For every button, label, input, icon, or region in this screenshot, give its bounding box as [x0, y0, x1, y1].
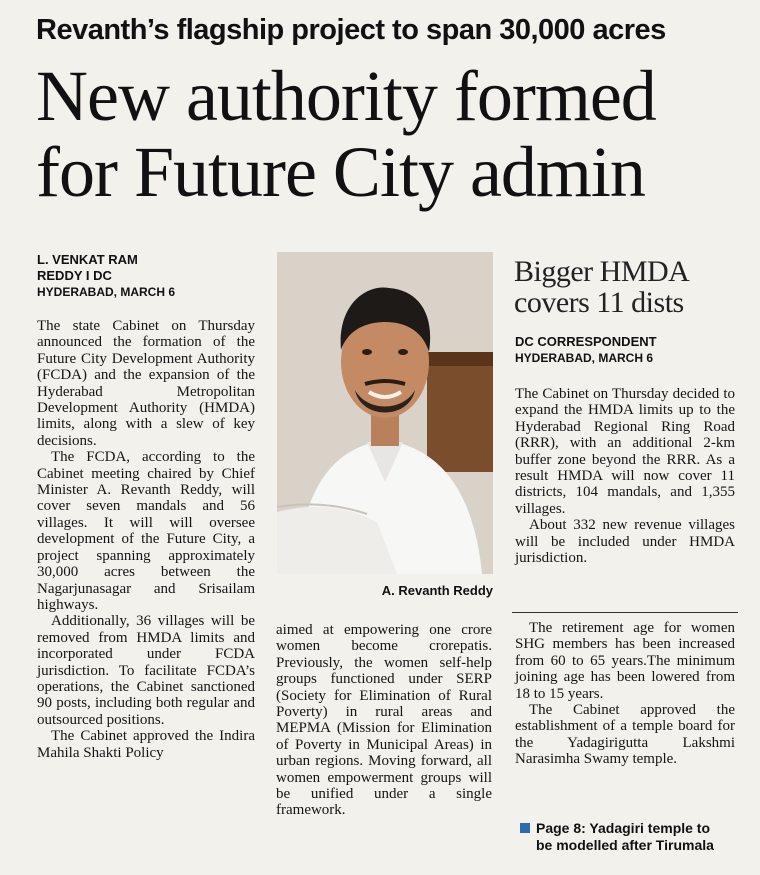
sidebar-byline — [515, 334, 739, 366]
main-story-column-3 — [515, 620, 735, 768]
sidebar-byline-place: HYDERABAD, MARCH 6 — [515, 351, 654, 365]
byline-place: HYDERABAD, MARCH 6 — [37, 285, 176, 299]
headline-line-1: New authority formed — [36, 56, 656, 136]
sidebar-headline-line-1: Bigger HMDA — [514, 255, 690, 288]
promo-line-2: be modelled after Tirumala — [536, 837, 714, 853]
story-paragraph: The FCDA, according to the Cabinet meeting chaired by Chief Minister A. Revanth Reddy, will cover seven mandals and 56 villages. It will will oversee development of the Future City, a project spanning approximately 30,000 acres between the Nagarjunasagar and Srisailam highways. — [37, 449, 255, 613]
portrait-illustration — [277, 252, 493, 574]
sidebar-headline-line-2: covers 11 dists — [514, 286, 684, 319]
main-story-column-2 — [276, 622, 492, 819]
promo-line-1 — [520, 820, 740, 837]
sidebar-paragraph: About 332 new revenue villages will be included under HMDA jurisdiction. — [515, 517, 735, 567]
story-paragraph: The retirement age for women SHG members has been increased from 60 to 65 years.The minimum joining age has been lowered from 18 to 15 years. — [515, 620, 735, 702]
sidebar-paragraph: The Cabinet on Thursday decided to expand the HMDA limits up to the Hyderabad Regional Ring Road (RRR), with an additional 2-km buffer zone beyond the RRR. As a result HMDA will now cover 11 districts, 104 mandals, and 1,355 villages. — [515, 386, 735, 517]
section-divider — [512, 612, 738, 613]
sidebar-story — [515, 386, 735, 566]
story-paragraph: Additionally, 36 villages will be removed from HMDA limits and incorporated under FCDA jurisdiction. To facilitate FCDA’s operations, the Cabinet sanctioned 90 posts, including both regular and outsourced positions. — [37, 613, 255, 728]
sidebar-headline — [514, 256, 738, 318]
kicker-headline: Revanth’s flagship project to span 30,000 acres — [36, 14, 666, 46]
square-bullet-icon — [520, 823, 530, 833]
sidebar-byline-author: DC CORRESPONDENT — [515, 334, 657, 349]
portrait-photo — [277, 252, 493, 574]
photo-caption: A. Revanth Reddy — [381, 583, 493, 598]
byline-author-2: REDDY I DC — [37, 268, 112, 283]
promo-text-1: Page 8: Yadagiri temple to — [536, 820, 711, 836]
main-headline — [36, 58, 736, 210]
story-paragraph: The state Cabinet on Thursday announced the formation of the Future City Development Authority (FCDA) and the expansion of the Hyderabad Metropolitan Development Authority (HMDA) limits, along with a slew of key decisions. — [37, 318, 255, 449]
page-reference-promo[interactable] — [520, 820, 740, 854]
story-paragraph: The Cabinet approved the establishment of a temple board for the Yadagirigutta Lakshmi Narasimha Swamy temple. — [515, 702, 735, 768]
main-story-column-1 — [37, 318, 255, 761]
headline-line-2: for Future City admin — [36, 132, 645, 212]
story-paragraph: aimed at empowering one crore women become crorepatis. Previously, the women self-help groups functioned under SERP (Society for Elimination of Rural Poverty) in rural areas and MEPMA (Mission for Elimination of Poverty in Municipal Areas) in urban regions. Moving forward, all women empowerment groups will be unified under a single framework. — [276, 622, 492, 819]
story-paragraph: The Cabinet approved the Indira Mahila Shakti Policy — [37, 728, 255, 761]
byline-author-1: L. VENKAT RAM — [37, 252, 138, 267]
main-byline — [37, 252, 257, 300]
